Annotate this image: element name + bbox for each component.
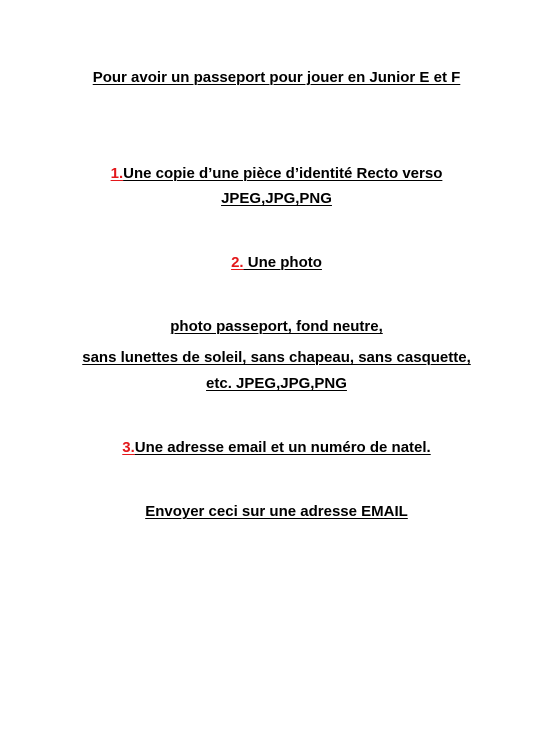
requirement-1-formats <box>0 189 553 209</box>
requirement-2-detail <box>0 374 553 394</box>
requirement-2-detail-text: etc. JPEG,JPG,PNG <box>206 375 347 392</box>
requirement-1-number: 1. <box>110 165 124 182</box>
requirement-2-detail-text: photo passeport, fond neutre, <box>170 318 383 335</box>
footer-instruction-text: Envoyer ceci sur une adresse EMAIL <box>145 503 408 520</box>
requirement-2-number: 2. <box>231 254 244 271</box>
requirement-3 <box>0 438 553 458</box>
document-title <box>0 68 553 88</box>
requirement-1 <box>0 164 553 184</box>
requirement-2-text: Une photo <box>243 254 322 271</box>
document-title-text: Pour avoir un passeport pour jouer en Junior E et F <box>92 69 461 86</box>
requirement-2-detail <box>0 348 553 368</box>
requirement-2 <box>0 253 553 273</box>
requirement-1-text: Une copie d’une pièce d’identité Recto verso <box>123 165 443 182</box>
footer-instruction <box>0 502 553 522</box>
requirement-3-text: Une adresse email et un numéro de natel. <box>134 439 431 456</box>
requirement-2-detail-text: sans lunettes de soleil, sans chapeau, sans casquette, <box>82 349 471 366</box>
requirement-2-detail <box>0 317 553 337</box>
requirement-3-number: 3. <box>122 439 135 456</box>
requirement-1-formats-text: JPEG,JPG,PNG <box>221 190 332 207</box>
